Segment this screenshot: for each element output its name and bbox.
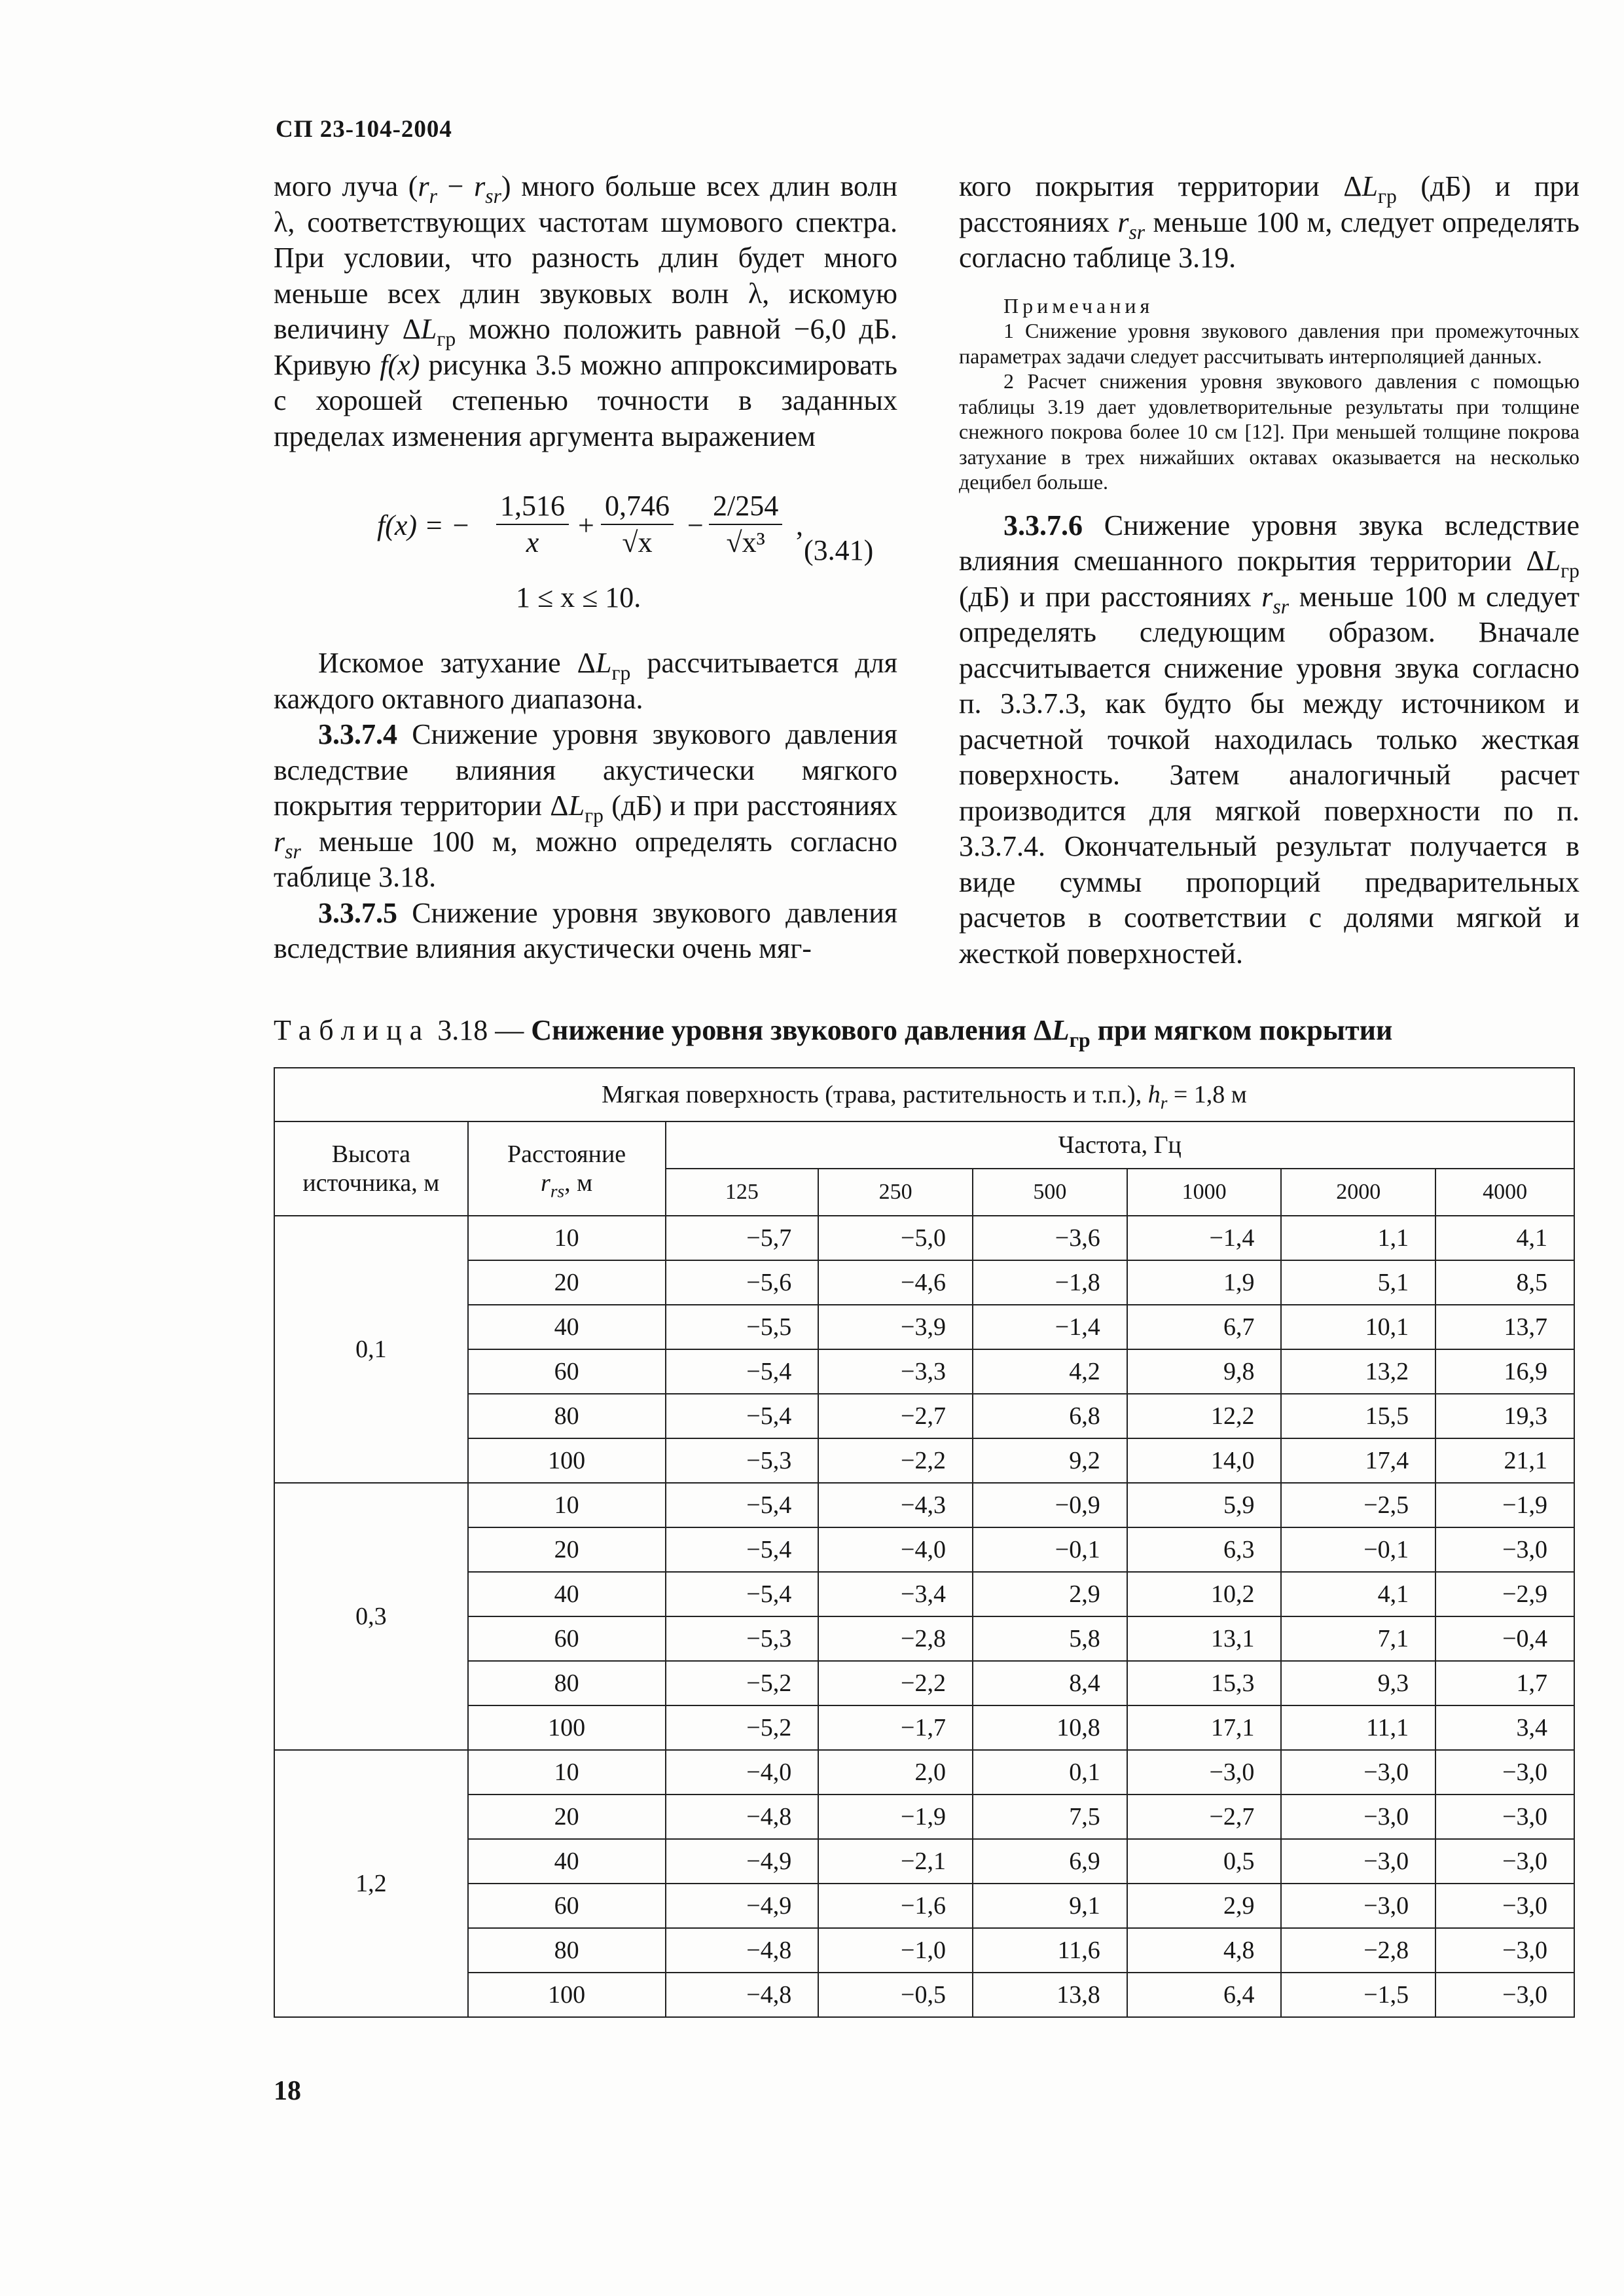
value-cell: 9,8 (1127, 1349, 1282, 1394)
table-row (274, 1795, 1574, 1839)
value-cell: −2,2 (818, 1661, 973, 1705)
formula-condition: 1 ≤ x ≤ 10. (516, 581, 641, 613)
distance-cell: 80 (468, 1394, 666, 1438)
value-cell: 6,4 (1127, 1973, 1282, 2017)
value-cell: −4,3 (818, 1483, 973, 1527)
table-row (274, 1527, 1574, 1572)
table-row (274, 1661, 1574, 1705)
page-number: 18 (274, 2076, 301, 2106)
value-cell: 15,3 (1127, 1661, 1282, 1705)
value-cell: 1,1 (1281, 1216, 1435, 1260)
note-1: 1 Снижение уровня звукового давления при промежуточных параметрах задачи следует рассчитывать интерполяцией данных. (959, 319, 1579, 368)
value-cell: −3,3 (818, 1349, 973, 1394)
value-cell: 13,1 (1127, 1616, 1282, 1661)
section-3-3-7-5: 3.3.7.5 Снижение уровня звукового давления вследствие влияния акустически очень мяг- (274, 896, 897, 964)
value-cell: −4,6 (818, 1260, 973, 1305)
value-cell: 4,8 (1127, 1928, 1282, 1973)
table-row (274, 1216, 1574, 1260)
value-cell: 4,1 (1435, 1216, 1574, 1260)
value-cell: −5,4 (666, 1572, 819, 1616)
value-cell: 16,9 (1435, 1349, 1574, 1394)
frequency-header-cell: 1000 (1127, 1169, 1282, 1216)
value-cell: 13,2 (1281, 1349, 1435, 1394)
value-cell: 9,1 (973, 1884, 1127, 1928)
value-cell: 3,4 (1435, 1705, 1574, 1750)
value-cell: 5,9 (1127, 1483, 1282, 1527)
value-cell: 6,3 (1127, 1527, 1282, 1572)
value-cell: −0,5 (818, 1973, 973, 2017)
value-cell: −4,8 (666, 1795, 819, 1839)
document-code: СП 23-104-2004 (276, 116, 452, 143)
value-cell: −3,9 (818, 1305, 973, 1349)
value-cell: −4,9 (666, 1839, 819, 1884)
value-cell: 6,9 (973, 1839, 1127, 1884)
value-cell: −0,9 (973, 1483, 1127, 1527)
value-cell: 5,8 (973, 1616, 1127, 1661)
distance-cell: 10 (468, 1750, 666, 1795)
distance-cell: 60 (468, 1349, 666, 1394)
value-cell: 12,2 (1127, 1394, 1282, 1438)
formula-plus: + (578, 509, 594, 541)
value-cell: 4,2 (973, 1349, 1127, 1394)
value-cell: 10,2 (1127, 1572, 1282, 1616)
value-cell: 2,0 (818, 1750, 973, 1795)
value-cell: −1,9 (1435, 1483, 1574, 1527)
right-column (959, 169, 1579, 972)
value-cell: 6,8 (973, 1394, 1127, 1438)
value-cell: −3,0 (1281, 1750, 1435, 1795)
table-row (274, 1572, 1574, 1616)
note-2: 2 Расчет снижения уровня звукового давления с помощью таблицы 3.19 дает удовлетворительные результаты при толщине снежного покрова более 10 см [12]. При меньшей толщине покрова затухание в трех нижайших октавах оказывается на несколько децибел больше. (959, 369, 1579, 494)
table-row (274, 1884, 1574, 1928)
value-cell: 8,5 (1435, 1260, 1574, 1305)
value-cell: 14,0 (1127, 1438, 1282, 1483)
column-header-distance: Расстояние $r_{rs}$, м (468, 1121, 666, 1216)
value-cell: 7,5 (973, 1795, 1127, 1839)
distance-cell: 100 (468, 1438, 666, 1483)
table-row (274, 1394, 1574, 1438)
distance-cell: 40 (468, 1572, 666, 1616)
distance-cell: 10 (468, 1216, 666, 1260)
frequency-header-cell: 4000 (1435, 1169, 1574, 1216)
left-column (274, 169, 897, 967)
distance-cell: 20 (468, 1527, 666, 1572)
value-cell: −3,0 (1435, 1527, 1574, 1572)
value-cell: −1,4 (1127, 1216, 1282, 1260)
formula-comma: , (796, 509, 803, 541)
distance-cell: 80 (468, 1661, 666, 1705)
value-cell: −5,2 (666, 1705, 819, 1750)
distance-cell: 60 (468, 1884, 666, 1928)
value-cell: 15,5 (1281, 1394, 1435, 1438)
value-cell: −1,0 (818, 1928, 973, 1973)
value-cell: 9,2 (973, 1438, 1127, 1483)
value-cell: 2,9 (973, 1572, 1127, 1616)
paragraph-continuation-right: кого покрытия территории $\Delta L_{гр}$ (дБ) и при расстояниях $r_{sr}$ меньше 100 м, следует определять согласно таблице 3.19. (959, 170, 1579, 274)
value-cell: −5,3 (666, 1438, 819, 1483)
value-cell: −0,1 (973, 1527, 1127, 1572)
value-cell: 7,1 (1281, 1616, 1435, 1661)
distance-cell: 20 (468, 1260, 666, 1305)
value-cell: −2,2 (818, 1438, 973, 1483)
value-cell: −5,6 (666, 1260, 819, 1305)
value-cell: −4,8 (666, 1928, 819, 1973)
formula-3-41 (274, 481, 897, 631)
distance-cell: 40 (468, 1839, 666, 1884)
value-cell: −3,0 (1435, 1928, 1574, 1973)
value-cell: −3,0 (1281, 1795, 1435, 1839)
distance-cell: 10 (468, 1483, 666, 1527)
table-row (274, 1349, 1574, 1394)
value-cell: −5,4 (666, 1394, 819, 1438)
value-cell: −1,8 (973, 1260, 1127, 1305)
value-cell: −2,8 (818, 1616, 973, 1661)
distance-cell: 20 (468, 1795, 666, 1839)
value-cell: 2,9 (1127, 1884, 1282, 1928)
value-cell: −5,2 (666, 1661, 819, 1705)
value-cell: 4,1 (1281, 1572, 1435, 1616)
value-cell: −4,8 (666, 1973, 819, 2017)
value-cell: −3,0 (1435, 1795, 1574, 1839)
value-cell: 0,5 (1127, 1839, 1282, 1884)
value-cell: 10,8 (973, 1705, 1127, 1750)
value-cell: −3,0 (1435, 1839, 1574, 1884)
value-cell: −4,0 (666, 1750, 819, 1795)
value-cell: 6,7 (1127, 1305, 1282, 1349)
value-cell: −2,7 (1127, 1795, 1282, 1839)
paragraph-attenuation: Искомое затухание $\Delta L_{гр}$ рассчитывается для каждого октавного диапазона. (274, 647, 898, 715)
value-cell: 8,4 (973, 1661, 1127, 1705)
table-row (274, 1973, 1574, 2017)
attenuation-table (274, 1067, 1575, 2018)
value-cell: −2,7 (818, 1394, 973, 1438)
value-cell: −1,9 (818, 1795, 973, 1839)
value-cell: −5,0 (818, 1216, 973, 1260)
source-height-cell: 0,3 (274, 1483, 468, 1750)
value-cell: 17,4 (1281, 1438, 1435, 1483)
distance-cell: 100 (468, 1705, 666, 1750)
distance-cell: 80 (468, 1928, 666, 1973)
table-row (274, 1705, 1574, 1750)
formula-term-2: $\frac{0,746}{√x}$ (601, 488, 674, 560)
value-cell: −4,0 (818, 1527, 973, 1572)
value-cell: −3,0 (1281, 1884, 1435, 1928)
value-cell: −5,5 (666, 1305, 819, 1349)
value-cell: 9,3 (1281, 1661, 1435, 1705)
value-cell: −5,4 (666, 1483, 819, 1527)
table-row (274, 1928, 1574, 1973)
value-cell: −3,0 (1435, 1973, 1574, 2017)
value-cell: 17,1 (1127, 1705, 1282, 1750)
frequency-header-cell: 500 (973, 1169, 1127, 1216)
value-cell: −1,5 (1281, 1973, 1435, 2017)
table-row (274, 1616, 1574, 1661)
value-cell: −2,1 (818, 1839, 973, 1884)
value-cell: −5,7 (666, 1216, 819, 1260)
value-cell: 10,1 (1281, 1305, 1435, 1349)
section-3-3-7-6: 3.3.7.6 Снижение уровня звука вследствие влияния смешанного покрытия территории $\Delta L_{гр}$ (дБ) и при расстояниях $r_{sr}$ меньше 100 м следует определять следующим образом. Вначале рассчитывается снижение уровня звука согласно п. 3.3.7.3, как будто бы между источником и расчетной точкой находилась только жесткая поверхность. Затем аналогичный расчет производится для мягкой поверхности по п. 3.3.7.4. Окончательный результат получается в виде суммы пропорций предварительных расчетов в соответствии с долями мягкой и жесткой поверхностей. (959, 509, 1579, 970)
formula-minus: − (687, 509, 704, 541)
formula-lhs: f(x) = − (377, 509, 471, 541)
formula-term-3: $\frac{2/254}{\text{√x³}}$ (709, 488, 782, 560)
value-cell: −3,0 (1435, 1884, 1574, 1928)
equation-number: (3.41) (804, 534, 874, 566)
table-row (274, 1483, 1574, 1527)
notes-title: Примечания (1003, 293, 1154, 318)
value-cell: 11,1 (1281, 1705, 1435, 1750)
value-cell: −0,4 (1435, 1616, 1574, 1661)
value-cell: −3,0 (1127, 1750, 1282, 1795)
value-cell: 11,6 (973, 1928, 1127, 1973)
distance-cell: 60 (468, 1616, 666, 1661)
value-cell: 19,3 (1435, 1394, 1574, 1438)
table-caption: Таблица 3.18 — Снижение уровня звукового давления $\Delta L_{гр}$ при мягком покрытии (274, 1014, 1393, 1052)
source-height-cell: 1,2 (274, 1750, 468, 2017)
value-cell: −3,0 (1281, 1839, 1435, 1884)
value-cell: −1,6 (818, 1884, 973, 1928)
frequency-header-cell: 2000 (1281, 1169, 1435, 1216)
formula-term-1: $\frac{1,516}{x}$ (496, 488, 569, 560)
table-row (274, 1438, 1574, 1483)
notes-block (959, 293, 1579, 495)
frequency-header-cell: 250 (818, 1169, 973, 1216)
value-cell: −2,8 (1281, 1928, 1435, 1973)
distance-cell: 100 (468, 1973, 666, 2017)
value-cell: −1,4 (973, 1305, 1127, 1349)
value-cell: −2,9 (1435, 1572, 1574, 1616)
value-cell: −0,1 (1281, 1527, 1435, 1572)
table-row (274, 1305, 1574, 1349)
paragraph-continuation: мого луча $(r_r - r_{sr})$ много больше всех длин волн λ, соответствующих частотам шумового спектра. При условии, что разность длин будет много меньше всех длин звуковых волн λ, искомую величину $\Delta L_{гр}$ можно положить равной −6,0 дБ. Кривую f(x) рисунка 3.5 можно аппроксимировать с хорошей степенью точности в заданных пределах изменения аргумента выражением (274, 170, 898, 452)
value-cell: 1,9 (1127, 1260, 1282, 1305)
value-cell: 21,1 (1435, 1438, 1574, 1483)
section-3-3-7-4: 3.3.7.4 Снижение уровня звукового давления вследствие влияния акустически мягкого покрытия территории $\Delta L_{гр}$ (дБ) и при расстояниях $r_{sr}$ меньше 100 м, можно определять согласно таблице 3.18. (274, 718, 897, 893)
value-cell: 5,1 (1281, 1260, 1435, 1305)
value-cell: 1,7 (1435, 1661, 1574, 1705)
distance-cell: 40 (468, 1305, 666, 1349)
source-height-cell: 0,1 (274, 1216, 468, 1483)
value-cell: −5,4 (666, 1527, 819, 1572)
value-cell: 13,7 (1435, 1305, 1574, 1349)
table-row (274, 1260, 1574, 1305)
value-cell: −3,0 (1435, 1750, 1574, 1795)
value-cell: −4,9 (666, 1884, 819, 1928)
value-cell: −5,3 (666, 1616, 819, 1661)
column-header-height: Высота источника, м (274, 1121, 468, 1216)
value-cell: −5,4 (666, 1349, 819, 1394)
value-cell: −1,7 (818, 1705, 973, 1750)
value-cell: −3,6 (973, 1216, 1127, 1260)
table-row (274, 1839, 1574, 1884)
column-header-frequency: Частота, Гц (666, 1121, 1575, 1169)
value-cell: −2,5 (1281, 1483, 1435, 1527)
value-cell: −3,4 (818, 1572, 973, 1616)
table-top-header: Мягкая поверхность (трава, растительность и т.п.), $h_r = 1,8$ м (274, 1068, 1574, 1121)
value-cell: 0,1 (973, 1750, 1127, 1795)
table-row (274, 1750, 1574, 1795)
frequency-header-cell: 125 (666, 1169, 819, 1216)
value-cell: 13,8 (973, 1973, 1127, 2017)
